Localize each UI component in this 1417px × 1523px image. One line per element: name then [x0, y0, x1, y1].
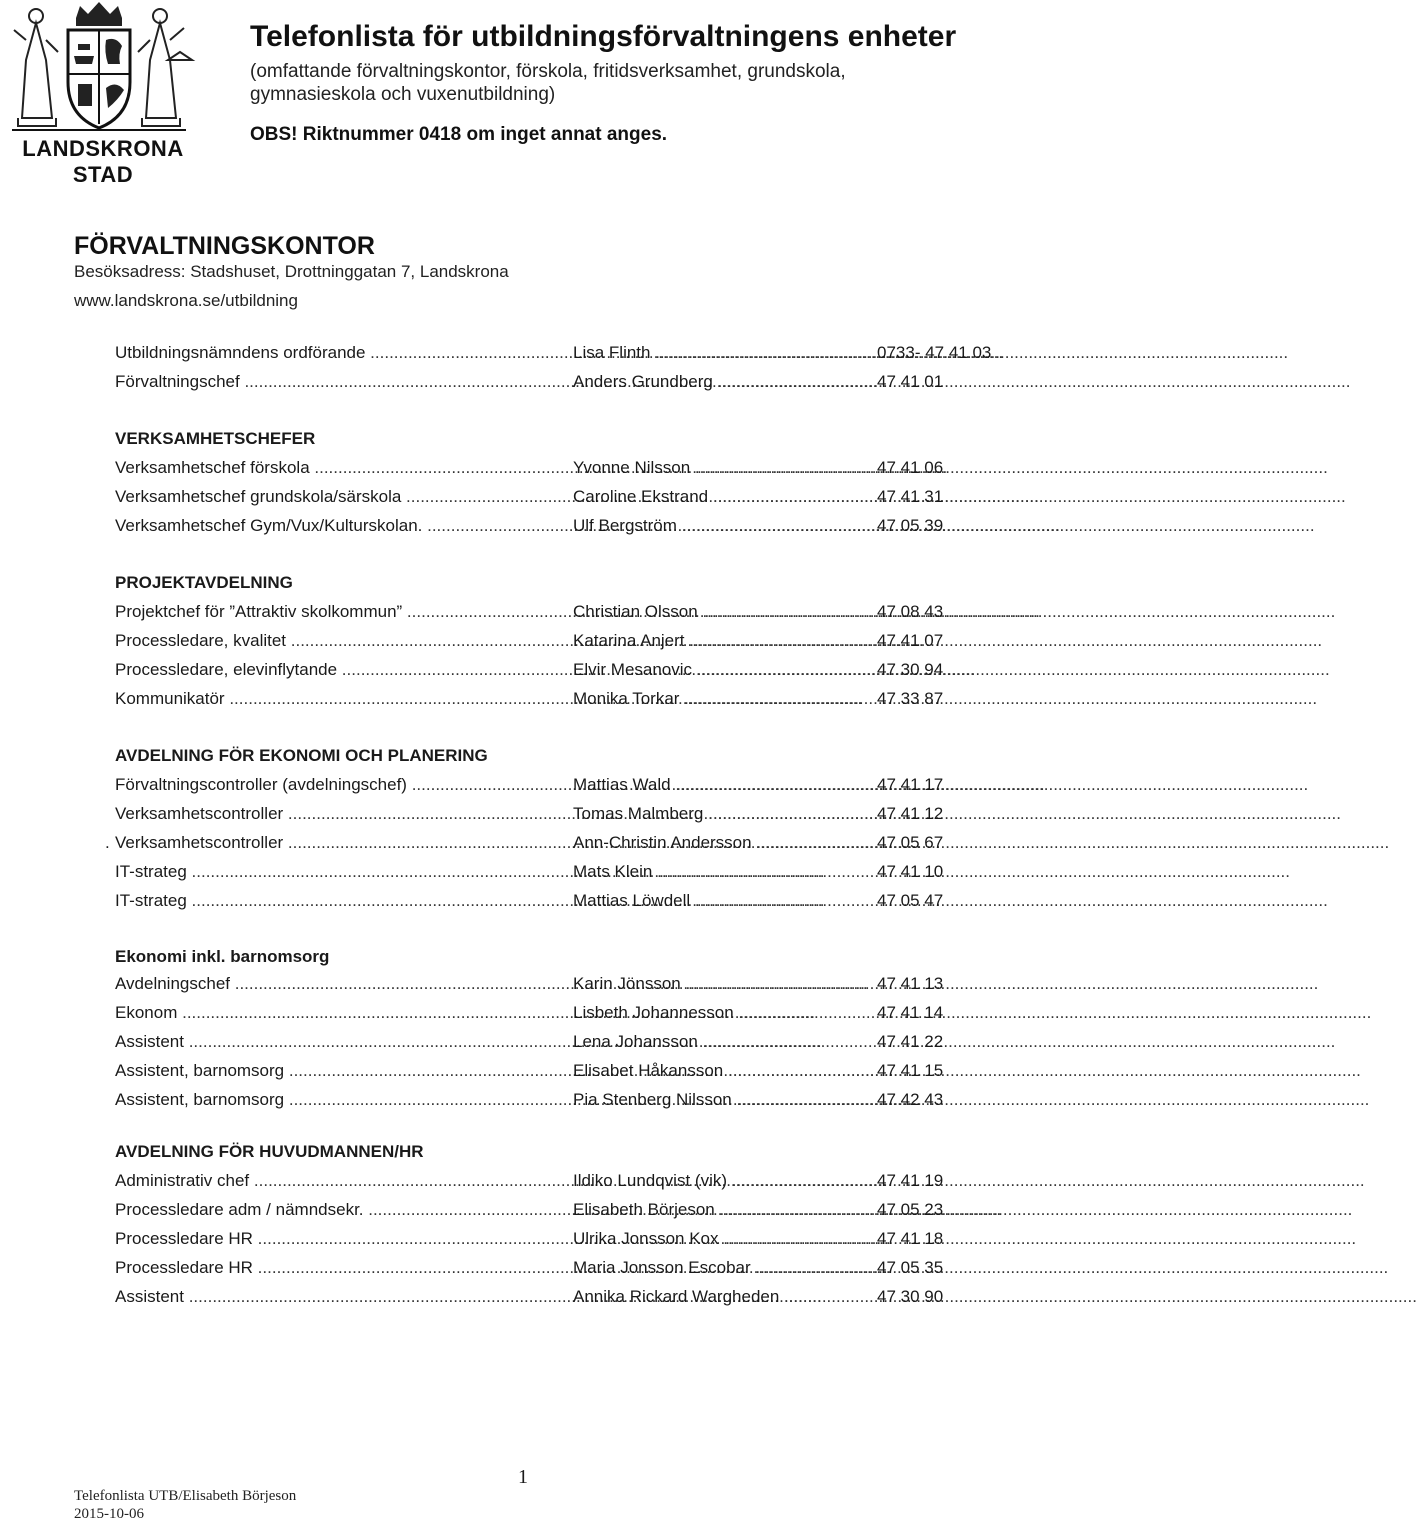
- ekonomi-section: [105, 741, 955, 915]
- contact-phone[interactable]: 0733- 47 41 03: [877, 343, 992, 362]
- contact-row: [115, 1282, 955, 1311]
- contact-role: [115, 655, 569, 684]
- contact-role-text: Processledare adm / nämndsekr.: [115, 1200, 364, 1219]
- contact-name: [573, 1282, 877, 1311]
- contact-role: [115, 1195, 569, 1224]
- contact-row: [115, 655, 955, 684]
- contact-role: [115, 1253, 569, 1282]
- contact-role: [115, 482, 569, 511]
- contact-name-text: Pia Stenberg Nilsson: [573, 1090, 732, 1109]
- contact-name-text: Lisbeth Johannesson: [573, 1003, 734, 1022]
- page-number: 1: [518, 1466, 528, 1488]
- contact-role-text: Processledare HR: [115, 1258, 253, 1277]
- contact-phone[interactable]: 47 05 67: [877, 833, 944, 852]
- contact-name-text: Ulrika Jonsson Kox: [573, 1229, 719, 1248]
- leadership-section: [115, 338, 992, 396]
- contact-name: [573, 626, 877, 655]
- barnomsorg-section: [115, 945, 955, 1114]
- contact-phone[interactable]: 47 41 01: [877, 372, 944, 391]
- contact-name: [573, 1085, 877, 1114]
- contact-role-text: Administrativ chef: [115, 1171, 250, 1190]
- office-heading: FÖRVALTNINGSKONTOR: [74, 232, 375, 260]
- contact-name: [573, 684, 877, 713]
- contact-name: [573, 338, 877, 367]
- contact-row: [115, 1224, 955, 1253]
- contact-role-text: Assistent, barnomsorg: [115, 1090, 285, 1109]
- contact-name-text: Yvonne Nilsson: [573, 458, 691, 477]
- contact-role-text: Projektchef för ”Attraktiv skolkommun”: [115, 602, 403, 621]
- contact-phone[interactable]: 47 41 18: [877, 1229, 944, 1248]
- contact-phone[interactable]: 47 41 22: [877, 1032, 944, 1051]
- contact-role-text: Ekonom: [115, 1003, 178, 1022]
- contact-name-text: Maria Jonsson Escobar: [573, 1258, 751, 1277]
- contact-name-text: Karin Jönsson: [573, 974, 681, 993]
- contact-phone[interactable]: 47 41 10: [877, 862, 944, 881]
- section-heading: Ekonomi inkl. barnomsorg: [115, 947, 330, 966]
- contact-role: [115, 1282, 569, 1311]
- contact-row: [115, 770, 955, 799]
- contact-name-text: Elisabeth Börjeson: [573, 1200, 715, 1219]
- contact-role-text: Assistent: [115, 1287, 184, 1306]
- contact-role-text: Verksamhetscontroller: [115, 804, 284, 823]
- contact-role: [115, 799, 569, 828]
- contact-name: [573, 482, 877, 511]
- contact-row: [105, 828, 955, 857]
- contact-name: [573, 453, 877, 482]
- contact-role-text: Processledare HR: [115, 1229, 253, 1248]
- contact-role-text: Verksamhetscontroller: [115, 833, 284, 852]
- contact-row: [115, 367, 955, 396]
- contact-role-text: Förvaltningscontroller (avdelningschef): [115, 775, 407, 794]
- contact-role: [115, 828, 569, 857]
- contact-name: [573, 969, 877, 998]
- footer-date: 2015-10-06: [74, 1506, 144, 1522]
- contact-phone[interactable]: 47 41 06: [877, 458, 944, 477]
- contact-phone[interactable]: 47 05 39: [877, 516, 944, 535]
- contact-role-text: Processledare, elevinflytande: [115, 660, 338, 679]
- coat-of-arms-icon: [8, 0, 190, 132]
- contact-role: [115, 597, 569, 626]
- footer-author: Telefonlista UTB/Elisabeth Börjeson: [74, 1488, 297, 1504]
- contact-role: [115, 998, 569, 1027]
- contact-name: [573, 367, 877, 396]
- contact-role: [115, 626, 569, 655]
- contact-row: [115, 969, 955, 998]
- contact-role: [115, 886, 569, 915]
- contact-phone[interactable]: 47 41 07: [877, 631, 944, 650]
- contact-phone[interactable]: 47 41 13: [877, 974, 944, 993]
- contact-name-text: Katarina Anjert: [573, 631, 685, 650]
- contact-row: [115, 684, 955, 713]
- section-heading: VERKSAMHETSCHEFER: [115, 429, 316, 448]
- contact-row: [115, 1056, 955, 1085]
- contact-role: [115, 453, 569, 482]
- row-prefix: .: [105, 833, 110, 852]
- projektavdelning-section: [115, 568, 955, 713]
- contact-phone[interactable]: 47 41 14: [877, 1003, 944, 1022]
- contact-name-text: Christian Olsson: [573, 602, 698, 621]
- contact-role-text: Utbildningsnämndens ordförande: [115, 343, 366, 362]
- contact-row: [115, 1253, 955, 1282]
- contact-role: [115, 1166, 569, 1195]
- contact-role-text: Avdelningschef: [115, 974, 230, 993]
- contact-name-text: Mattias Wald: [573, 775, 671, 794]
- page-subtitle: (omfattande förvaltningskontor, förskola, fritidsverksamhet, grundskola, gymnasieskola och vuxenutbildning): [250, 61, 846, 105]
- contact-name-text: Caroline Ekstrand: [573, 487, 709, 506]
- hr-section: [115, 1137, 955, 1311]
- contact-name: [573, 998, 877, 1027]
- contact-name: [573, 511, 877, 540]
- contact-name: [573, 857, 877, 886]
- contact-row: [115, 1085, 955, 1114]
- contact-role: [115, 770, 569, 799]
- contact-role: [115, 1027, 569, 1056]
- contact-phone[interactable]: 47 05 23: [877, 1200, 944, 1219]
- contact-row: [115, 1195, 955, 1224]
- contact-row: [115, 998, 955, 1027]
- contact-phone[interactable]: 47 30 94: [877, 660, 944, 679]
- contact-name: [573, 1253, 877, 1282]
- contact-role-text: Kommunikatör: [115, 689, 225, 708]
- contact-role-text: Förvaltningschef: [115, 372, 240, 391]
- contact-role: [115, 857, 569, 886]
- contact-name: [573, 828, 877, 857]
- contact-phone[interactable]: 47 41 19: [877, 1171, 944, 1190]
- contact-role: [115, 1056, 569, 1085]
- contact-name: [573, 799, 877, 828]
- contact-row: [115, 338, 992, 367]
- contact-role: [115, 1085, 569, 1114]
- contact-name: [573, 655, 877, 684]
- contact-row: [115, 857, 955, 886]
- contact-name: [573, 597, 877, 626]
- contact-name-text: Anders Grundberg: [573, 372, 713, 391]
- section-heading: AVDELNING FÖR HUVUDMANNEN/HR: [115, 1142, 424, 1161]
- logo-text: LANDSKRONA STAD: [22, 136, 184, 187]
- contact-phone[interactable]: 47 05 47: [877, 891, 944, 910]
- contact-row: [115, 511, 955, 540]
- section-heading: AVDELNING FÖR EKONOMI OCH PLANERING: [115, 746, 488, 765]
- contact-name-text: Ulf Bergström: [573, 516, 677, 535]
- contact-row: [115, 886, 955, 915]
- contact-name: [573, 1027, 877, 1056]
- contact-row: [115, 626, 955, 655]
- contact-name: [573, 1166, 877, 1195]
- contact-row: [115, 597, 955, 626]
- contact-role-text: Verksamhetschef grundskola/särskola: [115, 487, 402, 506]
- contact-role-text: Processledare, kvalitet: [115, 631, 287, 650]
- contact-name: [573, 1056, 877, 1085]
- contact-phone[interactable]: 47 41 31: [877, 487, 944, 506]
- contact-role-text: Assistent: [115, 1032, 184, 1051]
- area-code-notice: OBS! Riktnummer 0418 om inget annat anges.: [250, 124, 668, 145]
- section-heading: PROJEKTAVDELNING: [115, 573, 293, 592]
- contact-row: [115, 1166, 955, 1195]
- contact-phone[interactable]: 47 41 17: [877, 775, 944, 794]
- contact-role: [115, 1224, 569, 1253]
- contact-role: [115, 338, 569, 367]
- verksamhetschefer-section: [115, 424, 955, 540]
- contact-phone[interactable]: 47 05 35: [877, 1258, 944, 1277]
- contact-phone[interactable]: 47 41 15: [877, 1061, 944, 1080]
- contact-row: [115, 1027, 955, 1056]
- contact-phone[interactable]: 47 42 43: [877, 1090, 944, 1109]
- contact-role-text: Assistent, barnomsorg: [115, 1061, 285, 1080]
- contact-name-text: Mattias Löwdell: [573, 891, 691, 910]
- page-title: Telefonlista för utbildningsförvaltningens enheter: [250, 20, 957, 53]
- contact-name: [573, 1224, 877, 1253]
- contact-row: [115, 453, 955, 482]
- city-logo: [8, 0, 190, 187]
- contact-name-text: Elvir Mesanovic: [573, 660, 693, 679]
- office-website[interactable]: www.landskrona.se/utbildning: [74, 291, 298, 310]
- contact-name-text: Lena Johansson: [573, 1032, 698, 1051]
- contact-name: [573, 886, 877, 915]
- contact-role: [115, 367, 569, 396]
- contact-role: [115, 511, 569, 540]
- contact-phone[interactable]: 47 30 90: [877, 1287, 944, 1306]
- contact-role-text: Verksamhetschef Gym/Vux/Kulturskolan.: [115, 516, 423, 535]
- contact-role-text: IT-strateg: [115, 862, 187, 881]
- contact-name-text: Monika Torkar: [573, 689, 680, 708]
- contact-row: [115, 482, 955, 511]
- contact-name: [573, 770, 877, 799]
- contact-name-text: Elisabet Håkansson: [573, 1061, 724, 1080]
- contact-name: [573, 1195, 877, 1224]
- office-address: Besöksadress: Stadshuset, Drottninggatan 7, Landskrona: [74, 262, 509, 281]
- contact-phone[interactable]: 47 41 12: [877, 804, 944, 823]
- contact-name-text: Mats Klein: [573, 862, 653, 881]
- contact-role-text: Verksamhetschef förskola: [115, 458, 310, 477]
- contact-role: [115, 969, 569, 998]
- contact-role: [115, 684, 569, 713]
- contact-name-text: Ann-Christin Andersson: [573, 833, 752, 852]
- contact-phone[interactable]: 47 33 87: [877, 689, 944, 708]
- contact-role-text: IT-strateg: [115, 891, 187, 910]
- contact-name-text: Annika Rickard Wargheden: [573, 1287, 780, 1306]
- contact-name-text: Ildiko Lundqvist (vik): [573, 1171, 728, 1190]
- contact-phone[interactable]: 47 08 43: [877, 602, 944, 621]
- contact-row: [115, 799, 955, 828]
- contact-name-text: Lisa Flinth: [573, 343, 651, 362]
- contact-name-text: Tomas Malmberg: [573, 804, 704, 823]
